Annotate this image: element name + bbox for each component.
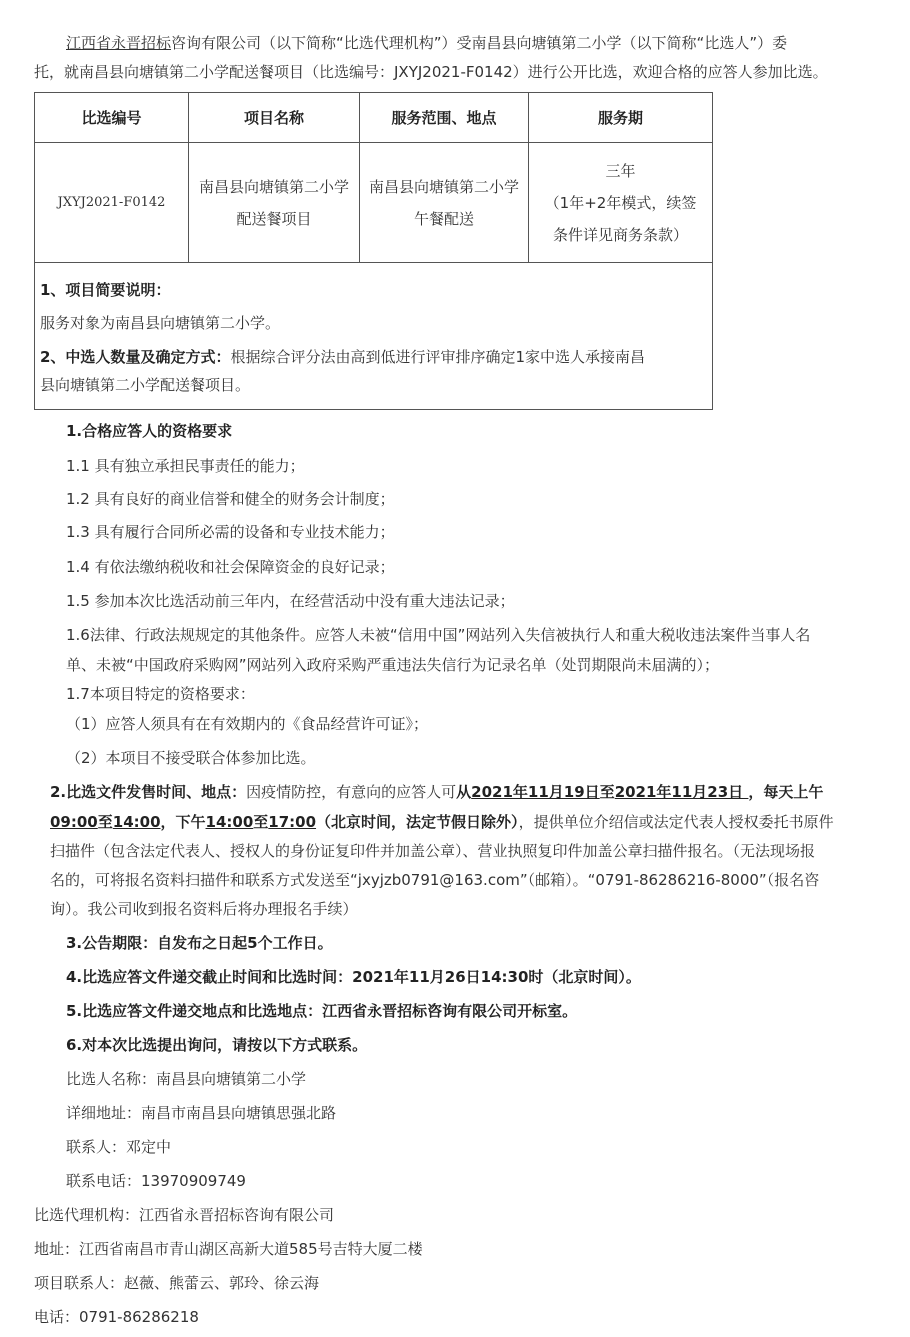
sale-title: 2.比选文件发售时间、地点： [50, 783, 247, 801]
sale-from: 从 [456, 783, 472, 801]
agency-contacts: 项目联系人：赵薇、熊蕾云、郭玲、徐云海 [34, 1274, 320, 1292]
note-2-text-a: 根据综合评分法由高到低进行评审排序确定1家中选人承接南昌 [230, 348, 645, 366]
sale-time-3: 14:00 [205, 813, 254, 831]
cell-code: JXYJ2021-F0142 [35, 143, 189, 263]
sale-date-start: 2021年11月19日 [471, 783, 600, 801]
sale-line-1 [50, 782, 823, 802]
buyer-address: 详细地址：南昌市南昌县向塘镇思强北路 [66, 1104, 337, 1122]
sale-zhi-1: 至 [97, 813, 113, 831]
sale-rest-1: ，提供单位介绍信或法定代表人授权委托书原件 [518, 813, 834, 831]
qual-item-1-6-b: 单、未被“中国政府采购网”网站列入政府采购严重违法失信行为记录名单（处罚期限尚未届满的）； [66, 656, 720, 674]
cell-name [189, 143, 360, 263]
sale-to: 至 [599, 783, 615, 801]
note-1-text: 服务对象为南昌县向塘镇第二小学。 [40, 314, 281, 332]
qual-item-1-7-2: （2）本项目不接受联合体参加比选。 [66, 749, 316, 767]
notes-cell [35, 263, 713, 410]
qual-item-1-1: 1.1 具有独立承担民事责任的能力； [66, 457, 305, 475]
sale-daily: ，每天上午 [748, 783, 824, 801]
table-notes-row [35, 263, 713, 410]
qual-item-1-7: 1.7本项目特定的资格要求： [66, 685, 255, 703]
header-code: 比选编号 [35, 93, 189, 143]
note-1-title: 1、项目简要说明： [40, 281, 171, 299]
cell-period-years: 三年 [605, 161, 636, 180]
note-2-line-1 [40, 347, 645, 367]
item-4-deadline: 4.比选应答文件递交截止时间和比选时间：2021年11月26日14:30时（北京时间）。 [66, 968, 641, 986]
sale-time-1: 09:00 [50, 813, 98, 831]
qual-item-1-5: 1.5 参加本次比选活动前三年内，在经营活动中没有重大违法记录； [66, 592, 515, 610]
table-row [35, 143, 713, 263]
sale-beijing: （北京时间，法定节假日除外） [316, 813, 519, 831]
intro-line-2: 托，就南昌县向塘镇第二小学配送餐项目（比选编号：JXYJ2021-F0142）进行公开比选，欢迎合格的应答人参加比选。 [34, 63, 828, 81]
qual-item-1-4: 1.4 有依法缴纳税收和社会保障资金的良好记录； [66, 558, 395, 576]
sale-line-3: 扫描件（包含法定代表人、授权人的身份证复印件并加盖公章）、营业执照复印件加盖公章扫描件报名。（无法现场报 [50, 842, 816, 860]
sale-line-4: 名的，可将报名资料扫描件和联系方式发送至“jxyjzb0791@163.com”（邮箱）。“0791-86286216-8000”（报名咨 [50, 871, 820, 889]
cell-period [529, 143, 713, 263]
agency-address: 地址：江西省南昌市青山湖区高新大道585号吉特大厦二楼 [34, 1240, 423, 1258]
buyer-contact-person: 联系人：邓定中 [66, 1138, 172, 1156]
note-2-title: 2、中选人数量及确定方式： [40, 348, 231, 366]
item-6-inquiry: 6.对本次比选提出询问，请按以下方式联系。 [66, 1036, 368, 1054]
cell-period-note: （1年+2年模式，续签条件详见商务条款） [544, 193, 697, 244]
intro-line-1-rest: 咨询有限公司（以下简称“比选代理机构”）受南昌县向塘镇第二小学（以下简称“比选人”）委 [171, 34, 788, 52]
header-name: 项目名称 [189, 93, 360, 143]
agency-name: 比选代理机构：江西省永晋招标咨询有限公司 [34, 1206, 335, 1224]
sale-time-4: 17:00 [268, 813, 317, 831]
qual-item-1-3: 1.3 具有履行合同所必需的设备和专业技术能力； [66, 523, 395, 541]
intro-line-1 [66, 33, 787, 53]
sale-line-2 [50, 812, 834, 832]
cell-scope-text: 南昌县向塘镇第二小学午餐配送 [369, 177, 520, 228]
sale-line-5: 询）。我公司收到报名资料后将办理报名手续） [50, 900, 358, 918]
buyer-name: 比选人名称：南昌县向塘镇第二小学 [66, 1070, 307, 1088]
sale-pm: ，下午 [160, 813, 206, 831]
header-period: 服务期 [529, 93, 713, 143]
sale-date-end: 2021年11月23日 [614, 783, 749, 801]
qual-item-1-2: 1.2 具有良好的商业信誉和健全的财务会计制度； [66, 490, 395, 508]
table-header-row [35, 93, 713, 143]
sale-text-a: 因疫情防控，有意向的应答人可 [246, 783, 457, 801]
header-scope: 服务范围、地点 [360, 93, 529, 143]
buyer-phone: 联系电话：13970909749 [66, 1172, 246, 1190]
agency-phone: 电话：0791-86286218 [34, 1308, 199, 1326]
qualification-title: 1.合格应答人的资格要求 [66, 422, 233, 440]
item-3-notice-period: 3.公告期限：自发布之日起5个工作日。 [66, 934, 333, 952]
sale-zhi-2: 至 [253, 813, 269, 831]
agency-name-underlined: 江西省永晋招标 [66, 34, 172, 52]
cell-name-text: 南昌县向塘镇第二小学配送餐项目 [199, 177, 350, 228]
qual-item-1-7-1: （1）应答人须具有在有效期内的《食品经营许可证》； [66, 715, 429, 733]
sale-time-2: 14:00 [112, 813, 161, 831]
cell-scope [360, 143, 529, 263]
item-5-location: 5.比选应答文件递交地点和比选地点：江西省永晋招标咨询有限公司开标室。 [66, 1002, 578, 1020]
qual-item-1-6-a: 1.6法律、行政法规规定的其他条件。应答人未被“信用中国”网站列入失信被执行人和重大税收违法案件当事人名 [66, 626, 811, 644]
note-2-line-2: 县向塘镇第二小学配送餐项目。 [40, 376, 251, 394]
project-table [34, 92, 713, 410]
